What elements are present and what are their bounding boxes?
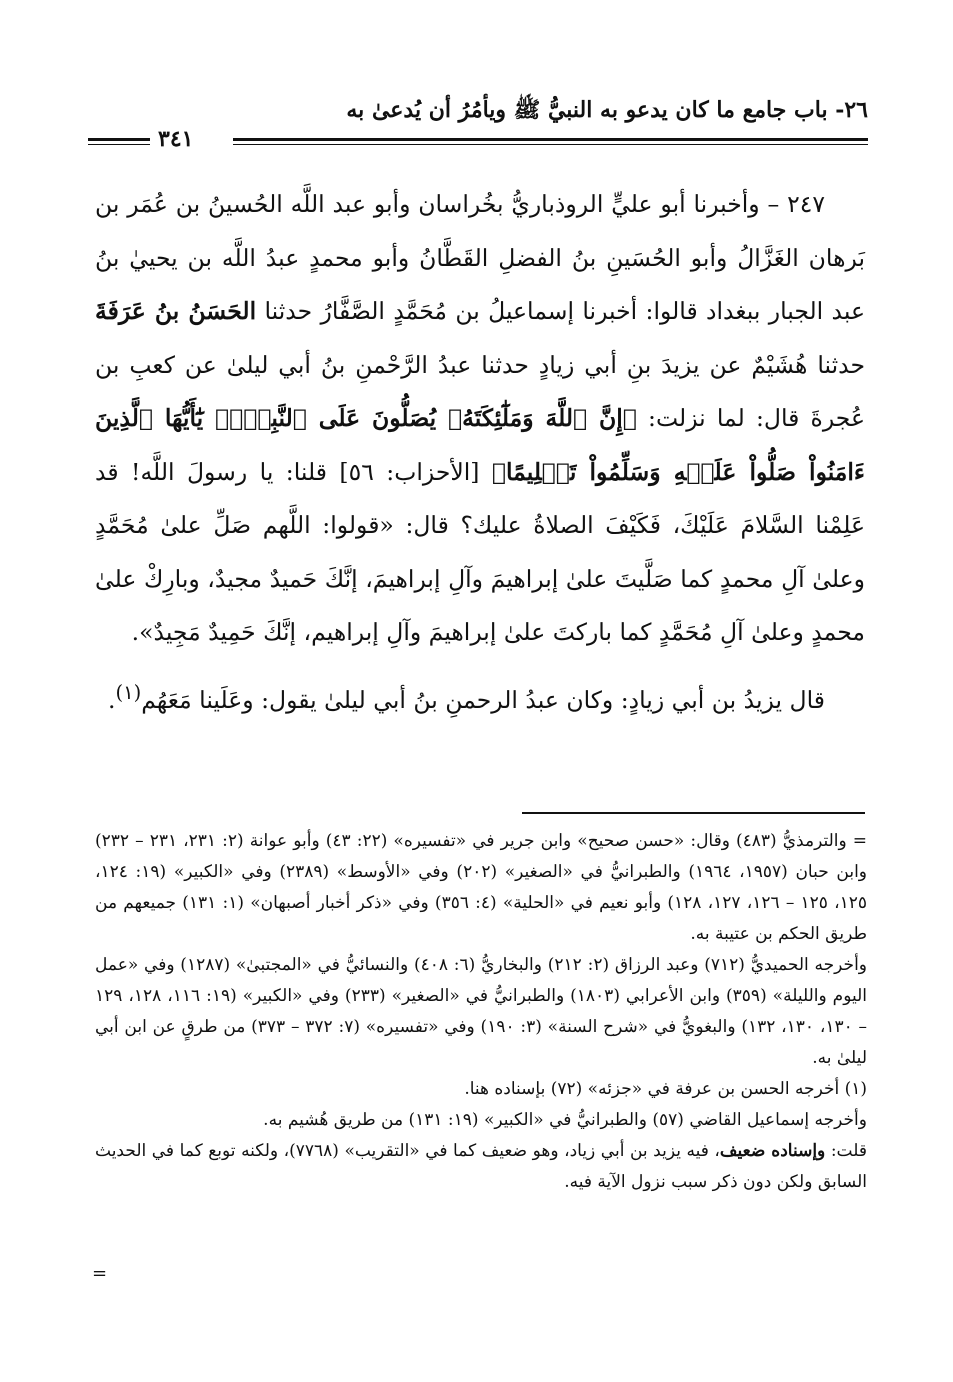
chapter-title: ٢٦- باب جامع ما كان يدعو به النبيُّ ﷺ ويأمُرُ أن يُدعىٰ به <box>346 97 868 123</box>
narrator-bold: الحَسَنُ بنُ عَرَفَةَ <box>95 297 257 325</box>
page-number-rule-thin <box>88 144 150 145</box>
header-rule-thin <box>233 144 868 145</box>
footnote-ref: (١) <box>115 680 142 704</box>
closing-period: . <box>108 685 116 714</box>
footnotes <box>95 826 867 1198</box>
grading-rest: ، فيه يزيد بن أبي زياد، وهو ضعيف كما في «التقريب» (٧٧٦٨)، ولكنه توبع كما في الحديث السابق ولكن دون ذكر سبب نزول الآية فيه. <box>95 1141 867 1192</box>
page-number: ٣٤١ <box>158 126 194 152</box>
quran-verse: ﴿إِنَّ ٱللَّهَ وَمَلَٰٓئِكَتَهُۥ يُصَلُّونَ عَلَى ٱلنَّبِيِّۚ يَٰٓأَيُّهَا ٱلَّذِينَ ءَامَنُواْ صَلُّواْ عَلَيۡهِ وَسَلِّمُواْ تَسۡلِيمًا﴾ <box>95 404 865 486</box>
running-header <box>88 92 868 154</box>
main-text <box>95 178 865 727</box>
footnote-1-source: وأخرجه إسماعيل القاضي (٥٧) والطبرانيُّ في «الكبير» (١٩: ١٣١) من طريق هُشيم به. <box>263 1110 867 1130</box>
footnote-1: (١) أخرجه الحسن بن عرفة في «جزئه» (٧٢) بإسناده هنا. <box>464 1079 867 1099</box>
isnad-text: ٢٤٧ – وأخبرنا أبو عليٍّ الروذباريُّ بخُراسان وأبو عبد اللَّه الحُسينُ بن عُمَر بن بَرهان الغَزَّالُ وأبو الحُسَينِ بنُ الفضلِ القَطَّانُ وأبو محمدٍ عبدُ اللَّه بن يحييٰ بنُ عبد الجبار ببغداد قالوا: أخبرنا إسماعيلُ بن مُحَمَّدٍ الصَّفَّارُ حدثنا <box>95 190 865 325</box>
closing-paragraph <box>95 666 865 727</box>
footnote-separator <box>522 812 865 814</box>
footnote-1-grading <box>95 1136 867 1198</box>
grading-bold: وإسناده ضعيف <box>719 1141 826 1161</box>
footnote-continued: = والترمذيُّ (٤٨٣) وقال: «حسن صحيح» وابن جرير في «تفسيره» (٢٢: ٤٣) وأبو عوانة (٢: ٢٣١، ٢٣١ – ٢٣٢) وابن حبان (١٩٥٧، ١٩٦٤) والطبرانيُّ في «الصغير» (٢٠٢) وفي «الأوسط» (٢٣٨٩) وفي «الكبير» (١٩: ١٢٤، ١٢٥، ١٢٥ – ١٢٦، ١٢٧، ١٢٨) وأبو نعيم في «الحلية» (٤: ٣٥٦) وفي «ذكر أخبار أصبهان» (١: ١٣١) جميعهم من طريق الحكم بن عتيبة به. <box>95 831 868 944</box>
header-rule <box>233 138 868 141</box>
footnote-continued-2: وأخرجه الحميديُّ (٧١٢) وعبد الرزاق (٢: ٢١٢) والبخاريُّ (٦: ٤٠٨) والنسائيُّ في «المجتبىٰ» (١٢٨٧) وفي «عمل اليوم والليلة» (٣٥٩) وابن الأعرابي (١٨٠٣) والطبرانيُّ في «الصغير» (٢٣٣) وفي «الكبير» (١٩: ١١٦، ١٢٨، ١٢٩ – ١٣٠، ١٣٠، ١٣٢) والبغويُّ في «شرح السنة» (٣: ١٩٠) وفي «تفسيره» (٧: ٣٧٢ – ٣٧٣) من طرقٍ عن ابن أبي ليلىٰ به. <box>95 955 868 1068</box>
page-number-rule <box>88 138 150 141</box>
closing-text: قال يزيدُ بن أبي زيادٍ: وكان عبدُ الرحمنِ بنُ أبي ليلىٰ يقول: وعَلَينا مَعَهُم <box>141 685 825 714</box>
grading-prefix: قلت: <box>825 1141 867 1161</box>
continuation-mark: = <box>92 1263 108 1284</box>
hadith-paragraph <box>95 178 865 660</box>
isnad-continued: حدثنا هُشَيْمٌ عن يزيدَ بنِ أبي زيادٍ حدثنا عبدُ الرَّحْمنِ بنُ أبي ليلىٰ عن كعبِ بن عُجرةَ قال: لما نزلت: <box>95 350 865 432</box>
hadith-matn: [الأحزاب: ٥٦] قلنا: يا رسولَ اللَّه! قد عَلِمْنا السَّلامَ عَلَيْكَ، فَكَيْفَ الصلاةُ عليك؟ قال: «قولوا: اللَّهم صَلِّ علىٰ مُحَمَّدٍ وعلىٰ آلِ محمدٍ كما صَلَّيتَ علىٰ إبراهيمَ وآلِ إبراهيمَ، إنَّكَ حَميدٌ مجيدٌ، وبارِكْ علىٰ محمدٍ وعلىٰ آلِ مُحَمَّدٍ كما باركتَ علىٰ إبراهيمَ وآلِ إبراهيم، إنَّكَ حَمِيدٌ مَجِيدٌ». <box>95 457 865 646</box>
